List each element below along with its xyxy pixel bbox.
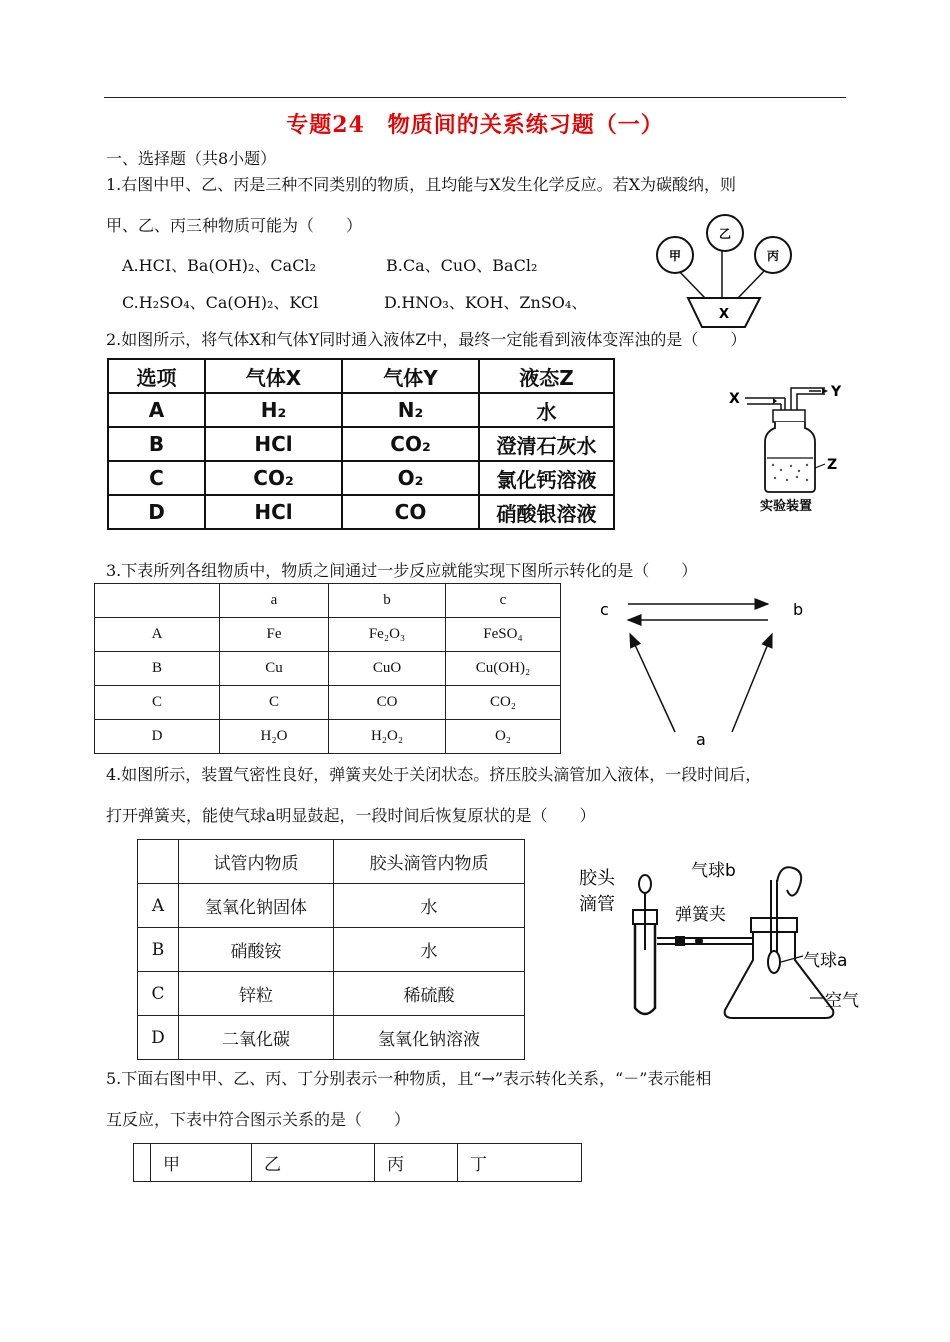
q3-label-a: a: [696, 730, 706, 749]
header-rule: [104, 97, 846, 98]
balloon-a: [768, 951, 780, 973]
q5-header: 丙: [375, 1144, 458, 1182]
table-cell: CO: [342, 495, 479, 529]
q5-line1: 5.下面右图中甲、乙、丙、丁分别表示一种物质，且“→”表示转化关系，“－”表示能相: [106, 1069, 712, 1088]
table-row: [108, 427, 614, 461]
q1-label-yi: 乙: [718, 227, 732, 241]
q1-option-d: D.HNO₃、KOH、ZnSO₄、: [384, 293, 588, 312]
q5-header: [134, 1144, 151, 1182]
arrow-a-to-c: [630, 634, 675, 732]
table-cell: HCl: [205, 495, 342, 529]
table-row: [138, 972, 525, 1016]
q4-label-dropper2: 滴管: [579, 894, 615, 915]
table-cell: A: [138, 884, 179, 928]
table-cell: C: [220, 686, 329, 720]
q4-line1: 4.如图所示，装置气密性良好，弹簧夹处于关闭状态。挤压胶头滴管加入液体，一段时间后，: [106, 765, 762, 784]
table-row: [95, 720, 561, 754]
table-row: [138, 928, 525, 972]
q3-header: [95, 584, 220, 618]
q2-label-x: X: [729, 391, 740, 407]
table-row: [108, 393, 614, 427]
table-cell: B: [95, 652, 220, 686]
table-row: [108, 495, 614, 529]
table-row: [138, 884, 525, 928]
q5-header: 甲: [151, 1144, 252, 1182]
table-cell: C: [138, 972, 179, 1016]
table-cell: A: [108, 393, 205, 427]
q4-label-air: 空气: [825, 991, 859, 1011]
table-cell: N₂: [342, 393, 479, 427]
table-row: [138, 1016, 525, 1060]
q2-header: 气体X: [205, 359, 342, 393]
dropper-bulb: [639, 875, 651, 893]
table-cell: 水: [479, 393, 614, 427]
table-cell: CO₂: [205, 461, 342, 495]
q3-label-c: c: [600, 600, 609, 619]
q4-label-clamp: 弹簧夹: [675, 905, 726, 925]
table-cell: O₂: [342, 461, 479, 495]
q4-line2: 打开弹簧夹，能使气球a明显鼓起，一段时间后恢复原状的是（ ）: [106, 806, 596, 825]
table-cell: D: [138, 1016, 179, 1060]
q1-option-b: B.Ca、CuO、BaCl₂: [386, 256, 538, 275]
table-cell: 氢氧化钠溶液: [334, 1016, 525, 1060]
q1-label-bing: 丙: [766, 249, 780, 263]
table-cell: C: [108, 461, 205, 495]
arrow-a-to-b: [732, 634, 772, 732]
table-cell: 澄清石灰水: [479, 427, 614, 461]
q2-label-z: Z: [827, 457, 838, 473]
q4-header: 胶头滴管内物质: [334, 840, 525, 884]
table-cell: CO: [329, 686, 446, 720]
table-cell: Fe: [220, 618, 329, 652]
q2-label-y: Y: [831, 384, 842, 400]
q4-apparatus-figure: [575, 850, 865, 1025]
q1-label-x: X: [718, 307, 730, 322]
table-cell: Cu(OH)₂: [446, 652, 561, 686]
table-cell: B: [108, 427, 205, 461]
q3-header: b: [329, 584, 446, 618]
table-cell: H₂: [205, 393, 342, 427]
q2-header: 气体Y: [342, 359, 479, 393]
table-cell: D: [95, 720, 220, 754]
q2-figure-caption: 实验装置: [760, 499, 813, 514]
q2-header: 液态Z: [479, 359, 614, 393]
q3-header: a: [220, 584, 329, 618]
q1-line1: 1.右图中甲、乙、丙是三种不同类别的物质，且均能与X发生化学反应。若X为碳酸纳，则: [106, 175, 737, 194]
q4-label-balloon-a: 气球a: [803, 951, 848, 971]
table-cell: C: [95, 686, 220, 720]
table-cell: O₂: [446, 720, 561, 754]
table-cell: 水: [334, 884, 525, 928]
q2-text: 2.如图所示，将气体X和气体Y同时通入液体Z中，最终一定能看到液体变浑浊的是（ ）: [106, 330, 747, 349]
table-cell: A: [95, 618, 220, 652]
q1-label-jia: 甲: [668, 249, 682, 263]
q5-line2: 互反应，下表中符合图示关系的是（ ）: [106, 1110, 411, 1129]
table-cell: CuO: [329, 652, 446, 686]
q1-option-c: C.H₂SO₄、Ca(OH)₂、KCl: [122, 293, 319, 312]
table-cell: Cu: [220, 652, 329, 686]
table-cell: D: [108, 495, 205, 529]
q3-label-b: b: [793, 600, 804, 619]
balloon-b: [777, 867, 801, 895]
table-cell: CO₂: [446, 686, 561, 720]
page-title: 专题24 物质间的关系练习题（一）: [286, 112, 664, 138]
q3-table: [94, 583, 561, 754]
q2-table: [107, 358, 615, 530]
spring-clamp: [695, 937, 703, 945]
table-cell: Fe₂O₃: [329, 618, 446, 652]
table-cell: H₂O₂: [329, 720, 446, 754]
q4-header: 试管内物质: [179, 840, 334, 884]
table-cell: 水: [334, 928, 525, 972]
q2-apparatus-figure: [725, 370, 860, 515]
table-cell: 氢氧化钠固体: [179, 884, 334, 928]
table-row: [95, 686, 561, 720]
q3-header: c: [446, 584, 561, 618]
table-cell: H₂O: [220, 720, 329, 754]
q5-table: [133, 1143, 582, 1182]
table-row: [95, 652, 561, 686]
q3-text: 3.下表所列各组物质中，物质之间通过一步反应就能实现下图所示转化的是（ ）: [106, 561, 698, 580]
q1-option-a: A.HCI、Ba(OH)₂、CaCl₂: [122, 256, 316, 275]
table-row: [95, 618, 561, 652]
table-cell: B: [138, 928, 179, 972]
table-cell: CO₂: [342, 427, 479, 461]
q2-header: 选项: [108, 359, 205, 393]
table-row: [108, 461, 614, 495]
table-cell: 硝酸银溶液: [479, 495, 614, 529]
q5-header: 乙: [252, 1144, 375, 1182]
table-cell: 硝酸铵: [179, 928, 334, 972]
q4-label-dropper1: 胶头: [579, 868, 615, 889]
q4-label-balloon-b: 气球b: [691, 861, 736, 881]
table-cell: 二氧化碳: [179, 1016, 334, 1060]
table-cell: 稀硫酸: [334, 972, 525, 1016]
q5-header: 丁: [458, 1144, 582, 1182]
q4-table: [137, 839, 525, 1060]
q3-triangle-figure: [590, 590, 815, 750]
table-cell: 氯化钙溶液: [479, 461, 614, 495]
table-cell: HCl: [205, 427, 342, 461]
table-cell: FeSO₄: [446, 618, 561, 652]
q4-header: [138, 840, 179, 884]
q1-figure: [650, 205, 800, 330]
section-heading: 一、选择题（共8小题）: [106, 149, 277, 168]
q1-line2: 甲、乙、丙三种物质可能为（ ）: [106, 216, 363, 235]
table-cell: 锌粒: [179, 972, 334, 1016]
